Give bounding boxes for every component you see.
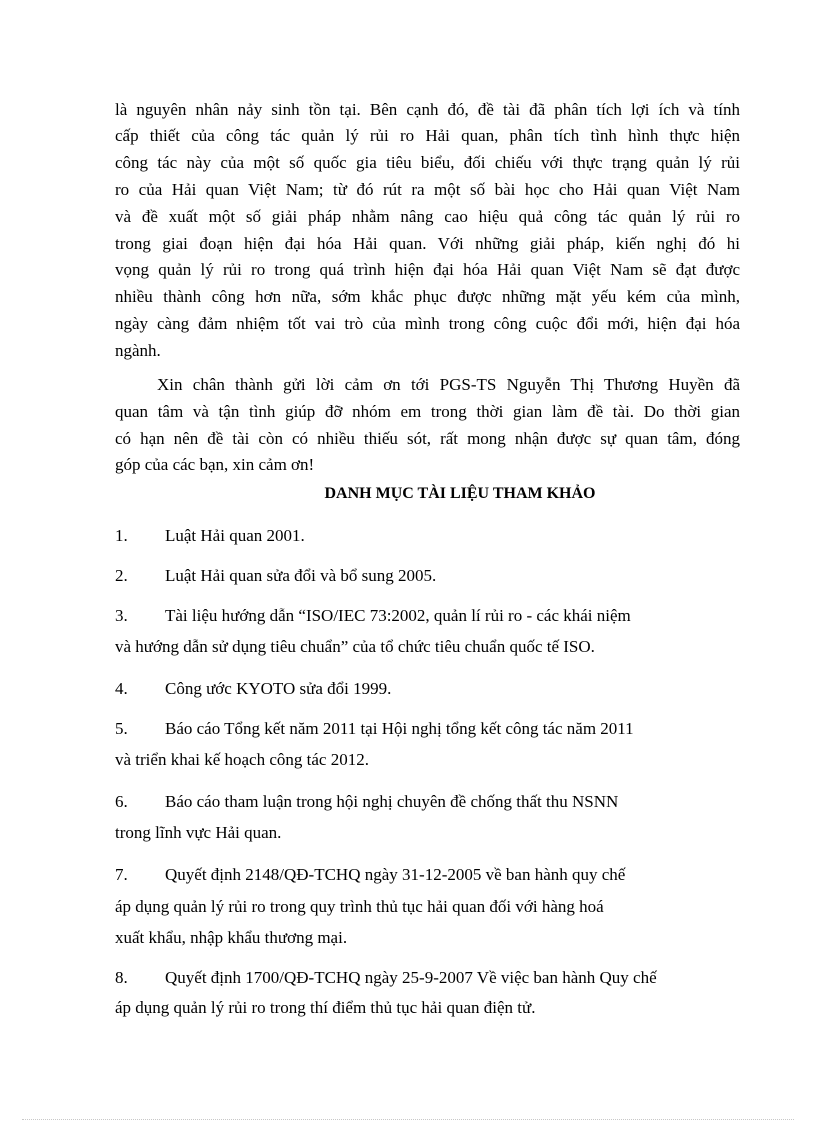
paragraph-line: nhiều thành công hơn nữa, sớm khắc phục được những mặt yếu kém của mình, bbox=[115, 287, 740, 306]
reference-text-continuation: xuất khẩu, nhập khẩu thương mại. bbox=[115, 928, 348, 947]
paragraph-line: ngày càng đảm nhiệm tốt vai trò của mình trong công cuộc đổi mới, hiện đại hóa bbox=[115, 314, 740, 333]
reference-text: Quyết định 2148/QĐ-TCHQ ngày 31-12-2005 về ban hành quy chế bbox=[165, 865, 626, 884]
paragraph-line: vọng quản lý rủi ro trong quá trình hiện đại hóa Hải quan Việt Nam sẽ đạt được bbox=[115, 260, 740, 279]
paragraph-line: có hạn nên đề tài còn có nhiều thiếu sót, rất mong nhận được sự quan tâm, đóng bbox=[115, 429, 740, 448]
reference-text: Công ước KYOTO sửa đổi 1999. bbox=[165, 679, 392, 698]
reference-number: 7. bbox=[115, 865, 128, 884]
reference-text-continuation: áp dụng quản lý rủi ro trong quy trình thủ tục hải quan đối với hàng hoá bbox=[115, 897, 604, 916]
paragraph-line: quan tâm và tận tình giúp đỡ nhóm em trong thời gian làm đề tài. Do thời gian bbox=[115, 402, 740, 421]
reference-text-continuation: và hướng dẫn sử dụng tiêu chuẩn” của tổ chức tiêu chuẩn quốc tế ISO. bbox=[115, 637, 595, 656]
reference-number: 2. bbox=[115, 566, 128, 585]
reference-text: Báo cáo tham luận trong hội nghị chuyên đề chống thất thu NSNN bbox=[165, 792, 619, 811]
reference-number: 6. bbox=[115, 792, 128, 811]
reference-number: 4. bbox=[115, 679, 128, 698]
reference-text: Luật Hải quan sửa đổi và bổ sung 2005. bbox=[165, 566, 437, 585]
reference-text: Quyết định 1700/QĐ-TCHQ ngày 25-9-2007 Về việc ban hành Quy chế bbox=[165, 968, 657, 987]
paragraph-line: trong giai đoạn hiện đại hóa Hải quan. Với những giải pháp, kiến nghị đó hi bbox=[115, 234, 740, 253]
paragraph-line: ngành. bbox=[115, 341, 161, 360]
reference-text: Báo cáo Tổng kết năm 2011 tại Hội nghị tổng kết công tác năm 2011 bbox=[165, 719, 634, 738]
paragraph-line: Xin chân thành gửi lời cảm ơn tới PGS-TS Nguyễn Thị Thương Huyền đã bbox=[157, 375, 740, 394]
reference-number: 1. bbox=[115, 526, 128, 545]
reference-text: Luật Hải quan 2001. bbox=[165, 526, 305, 545]
reference-text-continuation: áp dụng quản lý rủi ro trong thí điểm thủ tục hải quan điện tử. bbox=[115, 998, 536, 1017]
page-footer-divider bbox=[22, 1119, 794, 1120]
reference-number: 3. bbox=[115, 606, 128, 625]
paragraph-line: là nguyên nhân nảy sinh tồn tại. Bên cạnh đó, đề tài đã phân tích lợi ích và tính bbox=[115, 100, 740, 119]
paragraph-line: ro của Hải quan Việt Nam; từ đó rút ra một số bài học cho Hải quan Việt Nam bbox=[115, 180, 740, 199]
references-heading: DANH MỤC TÀI LIỆU THAM KHẢO bbox=[324, 485, 596, 502]
paragraph-line: góp của các bạn, xin cảm ơn! bbox=[115, 455, 315, 474]
paragraph-line: và đề xuất một số giải pháp nhằm nâng cao hiệu quả công tác quản lý rủi ro bbox=[115, 207, 740, 226]
paragraph-line: cấp thiết của công tác quản lý rủi ro Hải quan, phân tích tình hình thực hiện bbox=[115, 126, 740, 145]
reference-number: 5. bbox=[115, 719, 128, 738]
reference-text: Tài liệu hướng dẫn “ISO/IEC 73:2002, quản lí rủi ro - các khái niệm bbox=[165, 606, 631, 625]
reference-text-continuation: trong lĩnh vực Hải quan. bbox=[115, 823, 282, 842]
paragraph-line: công tác này của một số quốc gia tiêu biểu, đối chiếu với thực trạng quản lý rủi bbox=[115, 153, 740, 172]
reference-number: 8. bbox=[115, 968, 128, 987]
reference-text-continuation: và triển khai kế hoạch công tác 2012. bbox=[115, 750, 369, 769]
